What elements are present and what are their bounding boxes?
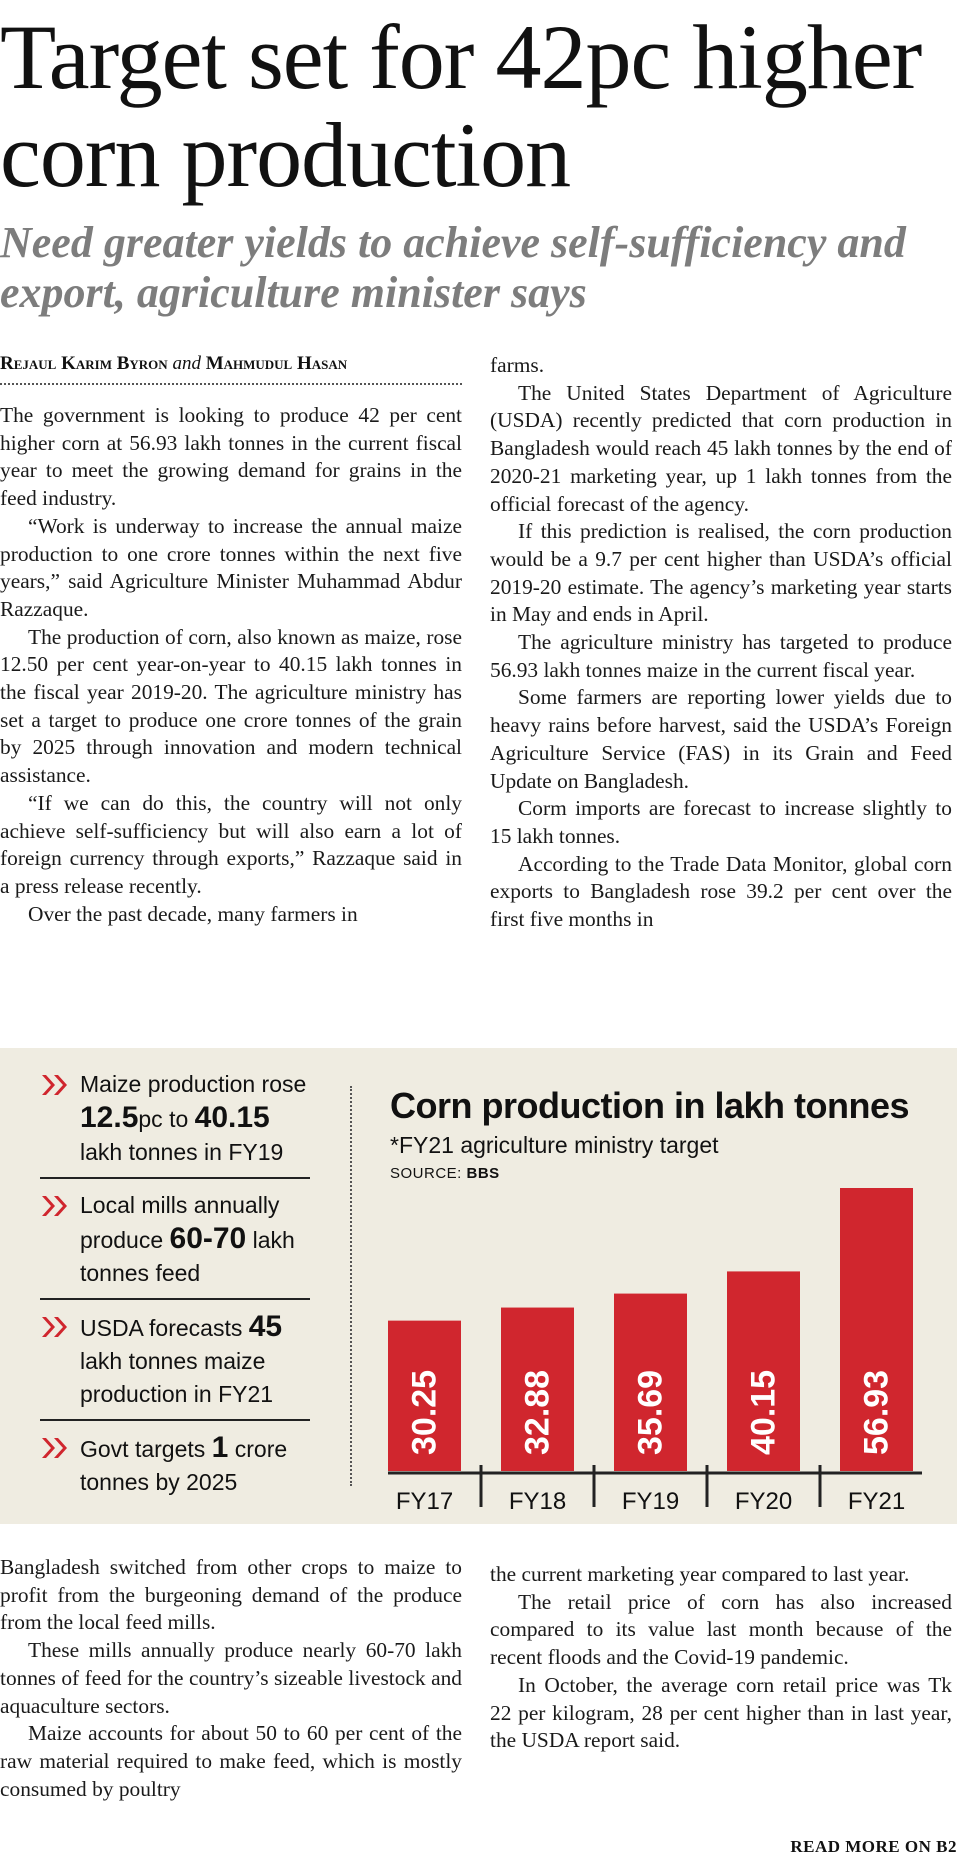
- fact-figure: 40.15: [194, 1101, 270, 1134]
- article-column-3: [0, 1554, 462, 1854]
- article-paragraph: The United States Department of Agriculture (USDA) recently predicted that corn production in Bangladesh would reach 45 lakh tonnes by the end of 2020-21 marketing year, up 1 lakh tonnes from the official forecast of the agency.: [490, 380, 952, 516]
- article-paragraph: The agriculture ministry has targeted to produce 56.93 lakh tonnes maize in the current fiscal year.: [490, 630, 952, 682]
- article-column-4: [490, 1561, 952, 1821]
- x-tick-label: FY19: [621, 1488, 680, 1515]
- article-paragraph: Bangladesh switched from other crops to maize to profit from the burgeoning demand of the produce from the local feed mills.: [0, 1555, 462, 1635]
- article-paragraph: “If we can do this, the country will not only achieve self-sufficiency but will also earn a lot of foreign currency through exports,” Razzaque said in a press release recently.: [0, 790, 462, 898]
- chart-source: [390, 1165, 500, 1182]
- article-paragraph: “Work is underway to increase the annual maize production to one crore tonnes within the next five years,” said Agriculture Minister Muhammad Abdur Razzaque.: [0, 513, 462, 621]
- byline: [0, 353, 462, 385]
- article-paragraph: Maize accounts for about 50 to 60 per cent of the raw material required to make feed, which is mostly consumed by poultry: [0, 1721, 462, 1801]
- fact-text: crore tonnes by 2025: [80, 1436, 288, 1495]
- fact-text: lakh tonnes feed: [80, 1227, 295, 1286]
- bar-chart: [370, 1188, 940, 1518]
- dotted-divider: [350, 1086, 352, 1486]
- double-chevron-right-icon: [40, 1314, 76, 1340]
- fact-text: pc to: [138, 1106, 195, 1132]
- article-paragraph: The production of corn, also known as maize, rose 12.50 per cent year-on-year to 40.15 lakh tonnes in the fiscal year 2019-20. The agriculture ministry has set a target to produce one crore tonnes of the grain by 2025 through innovation and modern technical assistance.: [0, 624, 462, 788]
- bar-value-label: 56.93: [857, 1369, 896, 1455]
- fact-text: lakh tonnes maize production in FY21: [80, 1348, 274, 1407]
- fact-text: lakh tonnes in FY19: [80, 1139, 284, 1165]
- bar-value-label: 35.69: [631, 1369, 670, 1455]
- author-name: Rejaul Karim Byron: [0, 353, 168, 374]
- x-tick-label: FY18: [508, 1488, 567, 1515]
- byline-conjunction: and: [172, 353, 201, 374]
- article-paragraph: Corm imports are forecast to increase slightly to 15 lakh tonnes.: [490, 796, 952, 848]
- article-paragraph: These mills annually produce nearly 60-70 lakh tonnes of feed for the country’s sizeable livestock and aquaculture sectors.: [0, 1638, 462, 1718]
- fact-figure: 45: [248, 1310, 283, 1343]
- fact-text: Local mills annually produce: [80, 1192, 280, 1253]
- infographic-box: [0, 1048, 957, 1524]
- subheadline: Need greater yields to achieve self-sufficiency and export, agriculture minister says: [0, 218, 906, 317]
- read-more-link[interactable]: READ MORE ON B2: [790, 1837, 957, 1856]
- headline: Target set for 42pc higher corn production: [0, 6, 922, 206]
- source-label: SOURCE:: [390, 1165, 467, 1182]
- double-chevron-right-icon: [40, 1072, 76, 1098]
- article-paragraph: According to the Trade Data Monitor, global corn exports to Bangladesh rose 39.2 per cent over the first five months in: [490, 851, 952, 932]
- bar-value-label: 40.15: [744, 1369, 783, 1455]
- article-paragraph: In October, the average corn retail price was Tk 22 per kilogram, 28 per cent higher than in last year, the USDA report said.: [490, 1672, 952, 1753]
- fact-text: USDA forecasts: [80, 1315, 249, 1341]
- article-paragraph: Over the past decade, many farmers in: [28, 901, 358, 926]
- article-column-1: [0, 402, 462, 1022]
- x-tick-label: FY20: [734, 1488, 793, 1515]
- fact-figure: 1: [211, 1431, 229, 1464]
- double-chevron-right-icon: [40, 1193, 76, 1219]
- x-tick-label: FY21: [847, 1488, 906, 1515]
- fact-text: Maize production rose: [80, 1071, 307, 1097]
- key-fact: [40, 1068, 310, 1179]
- source-name: BBS: [466, 1165, 500, 1182]
- key-facts-list: [40, 1068, 310, 1517]
- chart-subtitle: *FY21 agriculture ministry target: [390, 1132, 719, 1158]
- article-paragraph: the current marketing year compared to last year.: [490, 1562, 910, 1586]
- article-column-2: [490, 352, 952, 1022]
- key-fact: [40, 1189, 310, 1300]
- author-name: Mahmudul Hasan: [205, 353, 348, 374]
- fact-figure: 12.5: [80, 1101, 139, 1134]
- fact-text: Govt targets: [80, 1436, 212, 1462]
- chart-title: Corn production in lakh tonnes: [390, 1085, 909, 1126]
- key-fact: [40, 1431, 310, 1507]
- bar-value-label: 32.88: [518, 1369, 557, 1455]
- fact-figure: 60-70: [169, 1222, 247, 1255]
- article-paragraph: The government is looking to produce 42 per cent higher corn at 56.93 lakh tonnes in the current fiscal year to meet the growing demand for grains in the feed industry.: [0, 403, 462, 511]
- key-fact: [40, 1310, 310, 1421]
- article-paragraph: If this prediction is realised, the corn production would be a 9.7 per cent higher than USDA’s official 2019-20 estimate. The agency’s marketing year starts in May and ends in April.: [490, 519, 952, 627]
- double-chevron-right-icon: [40, 1435, 76, 1461]
- article-paragraph: The retail price of corn has also increased compared to its value last month because of the recent floods and the Covid-19 pandemic.: [490, 1589, 952, 1670]
- bar-value-label: 30.25: [405, 1369, 444, 1455]
- article-paragraph: farms.: [490, 353, 545, 377]
- x-tick-label: FY17: [395, 1488, 454, 1515]
- article-paragraph: Some farmers are reporting lower yields due to heavy rains before harvest, said the USDA’s Foreign Agriculture Service (FAS) in its Grain and Feed Update on Bangladesh.: [490, 685, 952, 793]
